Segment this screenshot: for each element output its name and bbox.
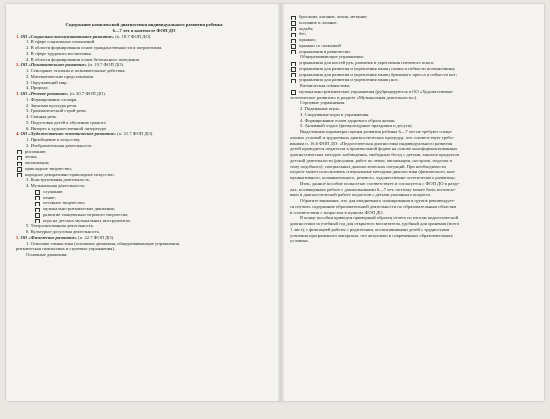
bullet-item: рисование; — [16, 149, 272, 155]
list-item: 6. Культурно-досуговая деятельность. — [26, 229, 101, 234]
paragraph-line: условиях. — [290, 238, 310, 244]
paragraph-line: ритмическая гимнастика и строевые упражнения). — [16, 246, 116, 252]
paragraph-line: вано в диагностической работе педагогов с детьми указанного возраста. — [290, 192, 432, 198]
bullet-item: слушание; — [16, 189, 272, 195]
paragraph-line: ваниям п. 16.6 ФОП ДО: «Педагогическая диагностика индивидуального развития — [290, 140, 453, 146]
paragraph-line: В конце пособия приведен примерный образец отчета по итогам педагогической — [300, 215, 459, 221]
bullet-item: музыкально-ритмические упражнения (рубрицируются в ОО «Художественно- — [290, 89, 538, 95]
paragraph-line: усвоения программного материала, что актуально в современных образовательных — [290, 232, 453, 238]
bullet-item: ползание и лазанье; — [290, 20, 538, 26]
section-title: ОО «Художественно-эстетическое развитие» — [20, 131, 117, 137]
book-spread — [6, 4, 544, 401]
bullet-item: игра на детских музыкальных инструментах. — [16, 218, 272, 224]
list-item: 2. Звуковая культура речи. — [26, 102, 78, 108]
bullet-item: упражнения для развития и укрепления мышц брюшного пресса и гибкости ног; — [290, 72, 538, 78]
paragraph-line: тому подобного), специальных диагностических ситуаций. При необходимости — [290, 163, 446, 169]
bullet-item: развитие танцевально-игрового творчества; — [16, 212, 272, 218]
list-item: 6. Интерес к художественной литературе. — [26, 125, 108, 131]
page-title — [16, 22, 272, 34]
paragraph-line: альных условий и трудоемких диагностических процедур, что соответствует требо- — [290, 134, 455, 140]
bullet-item: аппликация; — [16, 160, 272, 166]
paragraph-line: муникативного, познавательного, речевого, художественно-эстетического развития». — [290, 175, 457, 180]
list-item: 3. Конструктивная деятельность. — [26, 177, 91, 183]
right-page-content — [290, 14, 538, 244]
section-reference: (п. 20.7 ФОП ДО). — [68, 91, 106, 96]
list-item: 4. Связная речь. — [26, 114, 58, 119]
list-item: 4. Природа. — [26, 85, 49, 91]
left-page-content — [16, 34, 272, 258]
paragraph-line: 1. Освоение гимнастика (основные движения, общеразвивающие упражнения, — [26, 240, 180, 246]
list-item: 2. В области формирования основ гражданственности и патриотизма. — [26, 45, 163, 50]
section-reference: (п. 21.7 ФОП ДО). — [116, 131, 154, 137]
paragraph-line: Выделенные параметры оценки развития ребенка 6—7 лет не требуют специ- — [300, 129, 453, 134]
bullet-item: песенное творчество; — [16, 200, 272, 206]
section-reference: (п. 22.7 ФОП ДО). — [77, 234, 115, 240]
bullet-item: ходьба; — [290, 26, 538, 32]
bullet-item: бросание, катание, ловля, метание; — [290, 14, 538, 20]
list-item: 4. Музыкальная деятельность: — [26, 183, 86, 188]
title-line: 6—7 лет в контексте ФОП ДО — [112, 27, 176, 33]
list-item: 3. Грамматический строй речи. — [26, 108, 87, 114]
section-title: ОО «Познавательное развитие» — [20, 62, 87, 68]
bullet-item: упражнения для кистей рук, развития и укрепления плечевого пояса; — [290, 60, 538, 66]
paragraph-line: диагностики за учебный год для открытого воспитателя, удобный для хранения (всего — [290, 221, 460, 226]
bullet-item: лепка; — [16, 154, 272, 160]
paragraph-line: диагностических методов: наблюдения, свободных бесед с детьми, анализа продуктов — [290, 152, 460, 157]
bullet-item: музыкально-ритмические движения; — [16, 206, 272, 212]
list-item: 5. Активный отдых (физкультурные праздники и досуги). — [300, 123, 413, 129]
section-number: 1. — [16, 33, 20, 39]
bullet-item: прыжки; — [290, 37, 538, 43]
list-item: 1. Приобщение к искусству. — [26, 137, 81, 142]
section-number: 3. — [16, 91, 20, 96]
bullet-item: прыжки со скакалкой — [290, 43, 538, 49]
paragraph-line: педагог может использовать специальные методики диагностики (физического, ком- — [290, 169, 456, 175]
bullet-item: упражнения для развития и укрепления мышц спины и гибкости позвоночника; — [290, 66, 538, 72]
list-item: Ритмическая гимнастика: — [300, 83, 351, 88]
list-item: Основные движения: — [26, 252, 68, 257]
right-page — [290, 4, 538, 411]
bullet-item: упражнения в равновесии. — [290, 49, 538, 55]
paragraph-line: ся изучить содержание образовательной деятельности по образовательным областям — [290, 203, 457, 209]
list-item: Общеразвивающие упражнения: — [300, 54, 364, 60]
list-item: 2. Подвижные игры. — [300, 106, 340, 111]
section-title: ОО «Физическое развитие» — [20, 234, 78, 240]
bullet-item: бег; — [290, 31, 538, 37]
bullet-item: прикладное творчество; — [16, 166, 272, 172]
list-item: 1. Сенсорные эталоны и познавательные действия. — [26, 68, 126, 73]
list-item: 5. Подготовка детей к обучению грамоте. — [26, 119, 107, 125]
section-reference: (п. 19.7 ФОП ДО). — [86, 62, 125, 68]
paragraph-line: в соответствии с возрастом в пунктах ФОП ДО. — [290, 209, 384, 215]
paragraph-line: лах, посвященных работе с дошкольниками 6—7 лет, поэтому может быть использо- — [290, 186, 456, 192]
page-fold — [278, 4, 284, 401]
paragraph-line: эстетическое развитие» в разделе «Музыкальная деятельность»). — [290, 94, 418, 100]
paragraph-line: детской деятельности (рисунков, работ по лепке, аппликации, построек, поделок и — [290, 157, 452, 163]
list-item: Строевые упражнения. — [300, 100, 346, 106]
paragraph-line: Итак, данное пособие полностью соответствует и согласуется с ФОП ДО в разде- — [300, 180, 460, 186]
list-item: 2. Изобразительная деятельность: — [26, 142, 93, 148]
section-reference: (п. 18.7 ФОП ДО). — [114, 33, 152, 39]
title-line: Содержание комплексной диагностики индивидуального развития ребенка — [65, 22, 223, 27]
list-item: 2. Математические представления. — [26, 73, 95, 79]
list-item: 4. Формирование основ здорового образа жизни. — [300, 117, 396, 123]
section-title: ОО «Речевое развитие» — [20, 91, 69, 96]
section-number: 5. — [16, 234, 20, 240]
section-number: 2. — [16, 62, 20, 68]
section-title: ОО «Социально-коммуникативное развитие» — [20, 33, 115, 39]
bullet-item: пение; — [16, 195, 272, 201]
section-number: 4. — [16, 131, 20, 137]
paragraph-line: 1 лист), с фиксацией работы с родителями, воспитанниками детей с трудностями — [290, 226, 450, 232]
paragraph-line: детей проводится педагогом в произвольной форме на основе малоформализованных — [290, 146, 458, 152]
left-page — [16, 4, 272, 419]
paragraph-line: Обратите внимание, что для ежедневного планирования в группе рекомендует- — [300, 198, 456, 203]
list-item: 3. В сфере трудового воспитания. — [26, 50, 92, 56]
list-item: 3. Спортивные игры и упражнения. — [300, 111, 370, 117]
list-item: 5. Театрализованная деятельность. — [26, 223, 94, 229]
bullet-item: упражнения для развития и укрепления мышц ног; — [290, 77, 538, 83]
list-item: 3. Окружающий мир. — [26, 79, 68, 85]
list-item: 1. В сфере социальных отношений. — [26, 39, 96, 45]
list-item: 1. Формирование словаря. — [26, 96, 78, 102]
list-item: 4. В области формирования основ безопасного поведения. — [26, 56, 141, 62]
bullet-item: народное декоративно-прикладное искусство. — [16, 172, 272, 178]
